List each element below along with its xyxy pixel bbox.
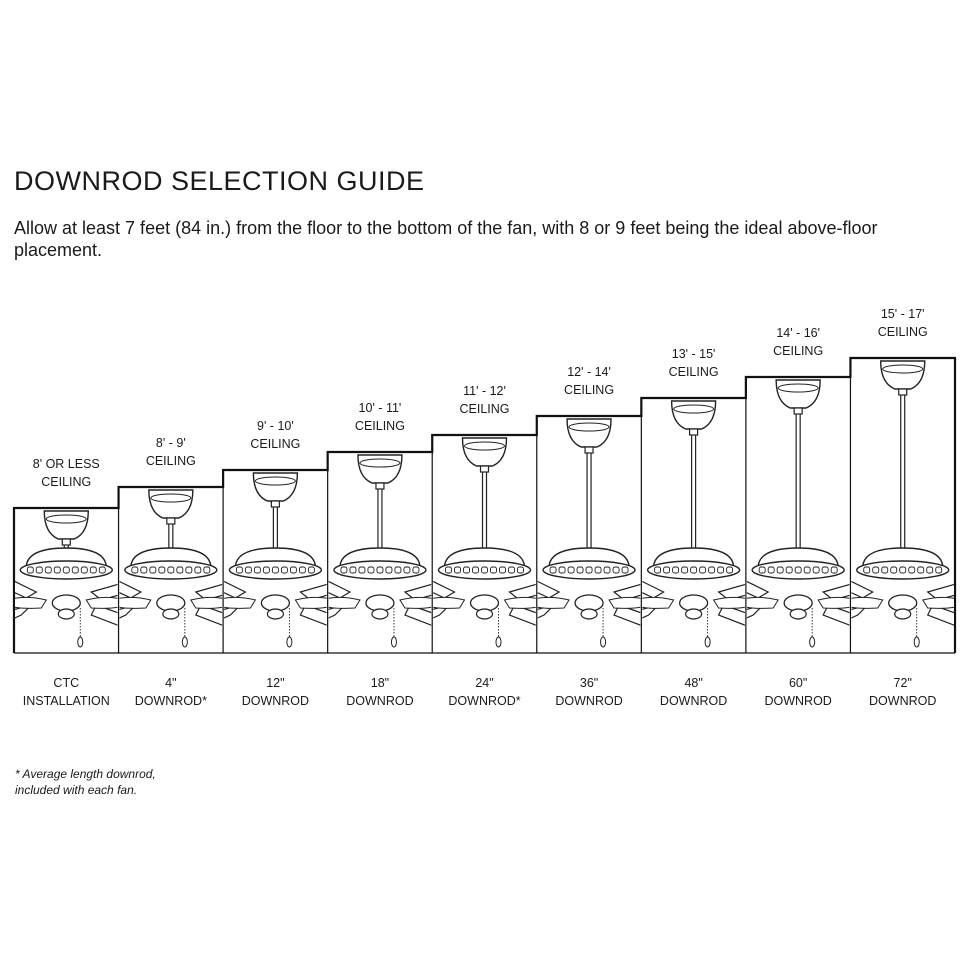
ceiling-label: CEILING (354, 419, 405, 433)
ceiling-label: CEILING (145, 454, 196, 468)
fan-column (793, 307, 960, 708)
ceiling-label: CEILING (564, 383, 615, 397)
fan-column (0, 457, 166, 708)
fan-column (375, 384, 585, 708)
ceiling-label: 13' - 15' (671, 347, 716, 361)
footnote (15, 766, 156, 798)
downrod-label: DOWNROD (555, 694, 623, 708)
downrod-label: 36" (579, 676, 599, 690)
downrod-label: 60" (788, 676, 808, 690)
downrod-label: 4" (165, 676, 177, 690)
footnote-line-1: * Average length downrod, (15, 767, 156, 781)
downrod-label: INSTALLATION (22, 694, 110, 708)
downrod-label: CTC (53, 676, 80, 690)
downrod-label: 18" (370, 676, 390, 690)
downrod-label: DOWNROD* (134, 694, 207, 708)
downrod-label: 72" (893, 676, 912, 690)
downrod-label: DOWNROD (764, 694, 832, 708)
fan-blade (0, 605, 31, 645)
ceiling-label: 15' - 17' (880, 307, 925, 321)
ceiling-label: CEILING (877, 325, 928, 339)
ceiling-label: CEILING (250, 437, 301, 451)
ceiling-label: 12' - 14' (567, 365, 611, 379)
downrod-label: DOWNROD (659, 694, 728, 708)
ceiling-label: CEILING (459, 402, 510, 416)
downrod-label: 24" (475, 676, 494, 690)
ceiling-label: 8' - 9' (155, 436, 186, 450)
ceiling-label: 10' - 11' (358, 401, 402, 415)
footnote-line-2: included with each fan. (15, 783, 138, 797)
downrod-label: DOWNROD* (448, 694, 521, 708)
ceiling-label: CEILING (668, 365, 719, 379)
ceiling-label: 11' - 12' (463, 384, 506, 398)
ceiling-label: CEILING (773, 344, 824, 358)
ceiling-fan (793, 361, 960, 647)
ceiling-fan (0, 511, 166, 647)
downrod-label: DOWNROD (241, 694, 310, 708)
guide-intro: Allow at least 7 feet (84 in.) from the floor to the bottom of the fan, with 8 or 9 feet being the ideal above-floor placement. (14, 218, 878, 260)
ceiling-label: 8' OR LESS (32, 457, 100, 471)
ceiling-label: CEILING (41, 475, 92, 489)
downrod-label: 48" (684, 676, 703, 690)
downrod-label: 12" (266, 676, 285, 690)
downrod-label: DOWNROD (346, 694, 414, 708)
ceiling-label: 14' - 16' (776, 326, 821, 340)
ceiling-fan (584, 401, 794, 647)
ceiling-label: 9' - 10' (257, 419, 294, 433)
guide-title: DOWNROD SELECTION GUIDE (14, 166, 425, 196)
downrod-label: DOWNROD (869, 694, 937, 708)
blade-iron (1, 597, 46, 608)
fan-column (584, 347, 794, 708)
fan-column (688, 326, 898, 708)
